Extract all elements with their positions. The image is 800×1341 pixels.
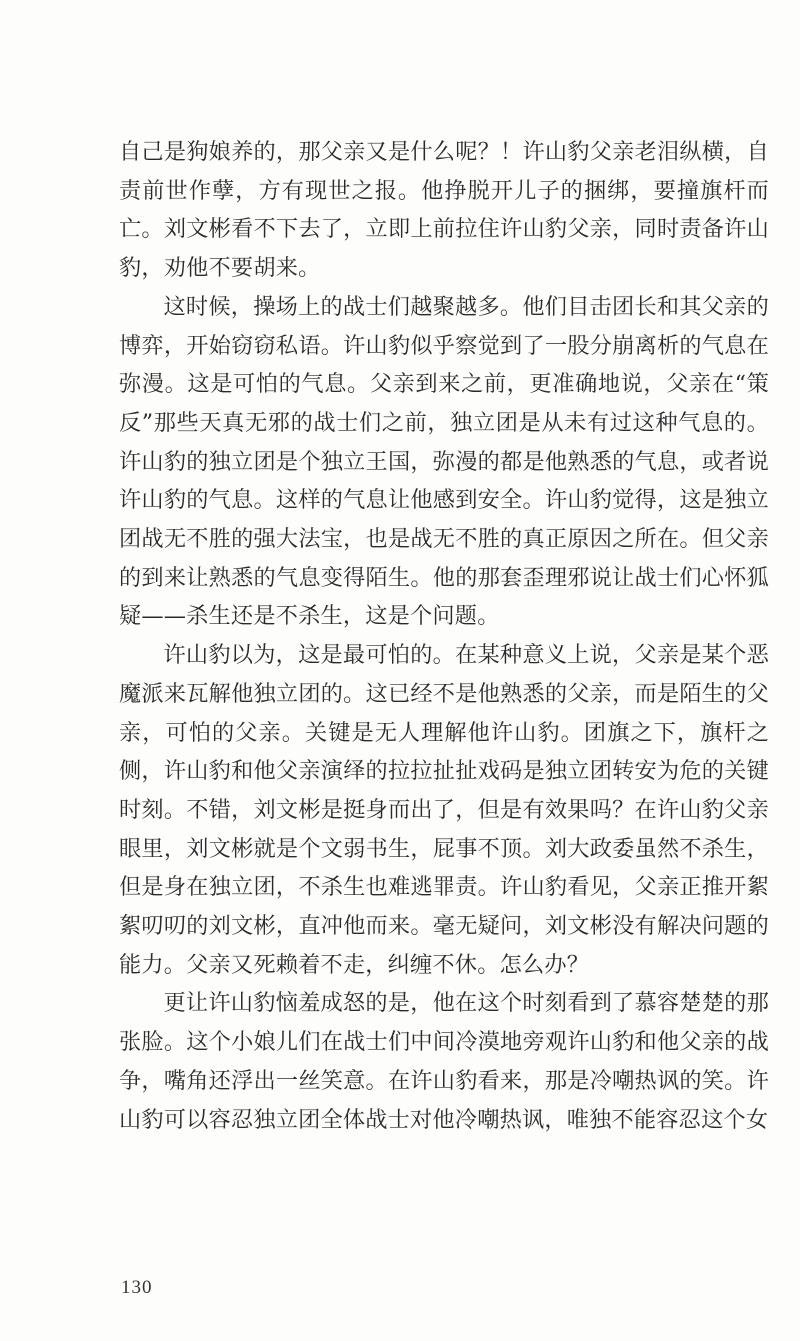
body-text xyxy=(119,133,769,1139)
paragraph: 许山豹以为，这是最可怕的。在某种意义上说，父亲是某个恶魔派来瓦解他独立团的。这已经不是他熟悉的父亲，而是陌生的父亲，可怕的父亲。关键是无人理解他许山豹。团旗之下，旗杆之侧，许山豹和他父亲演绎的拉拉扯扯戏码是独立团转安为危的关键时刻。不错，刘文彬是挺身而出了，但是有效果吗？在许山豹父亲眼里，刘文彬就是个文弱书生，屁事不顶。刘大政委虽然不杀生，但是身在独立团，不杀生也难逃罪责。许山豹看见，父亲正推开絮絮叨叨的刘文彬，直冲他而来。毫无疑问，刘文彬没有解决问题的能力。父亲又死赖着不走，纠缠不休。怎么办？ xyxy=(119,642,769,978)
paragraph: 更让许山豹恼羞成怒的是，他在这个时刻看到了慕容楚楚的那张脸。这个小娘儿们在战士们中间冷漠地旁观许山豹和他父亲的战争，嘴角还浮出一丝笑意。在许山豹看来，那是冷嘲热讽的笑。许山豹可以容忍独立团全体战士对他冷嘲热讽，唯独不能容忍这个女 xyxy=(119,990,769,1133)
paragraph-continued: 自己是狗娘养的，那父亲又是什么呢？！许山豹父亲老泪纵横，自责前世作孽，方有现世之报。他挣脱开儿子的捆绑，要撞旗杆而亡。刘文彬看不下去了，立即上前拉住许山豹父亲，同时责备许山豹，劝他不要胡来。 xyxy=(119,139,769,282)
page-number: 130 xyxy=(121,1277,153,1298)
paragraph: 这时候，操场上的战士们越聚越多。他们目击团长和其父亲的博弈，开始窃窃私语。许山豹似乎察觉到了一股分崩离析的气息在弥漫。这是可怕的气息。父亲到来之前，更准确地说，父亲在“策反”那些天真无邪的战士们之前，独立团是从未有过这种气息的。许山豹的独立团是个独立王国，弥漫的都是他熟悉的气息，或者说许山豹的气息。这样的气息让他感到安全。许山豹觉得，这是独立团战无不胜的强大法宝，也是战无不胜的真正原因之所在。但父亲的到来让熟悉的气息变得陌生。他的那套歪理邪说让战士们心怀狐疑——杀生还是不杀生，这是个问题。 xyxy=(119,293,769,630)
